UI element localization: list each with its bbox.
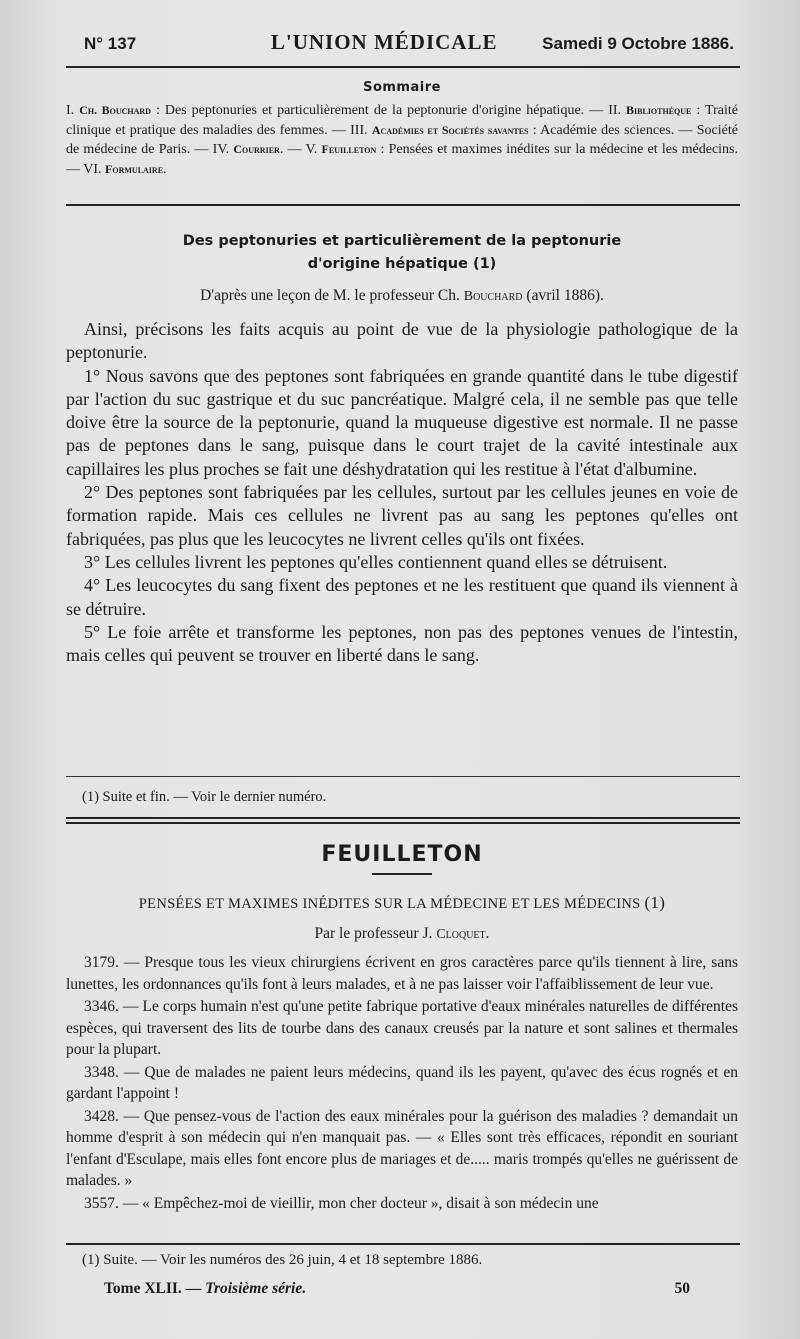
sommaire-rule — [66, 204, 740, 206]
article-title-line-2: d'origine hépatique (1) — [307, 256, 497, 272]
feuilleton-rule-top — [66, 817, 740, 819]
feuilleton-heading-rule — [372, 873, 432, 875]
journal-title: L'UNION MÉDICALE — [270, 30, 498, 54]
article-footnote-rule — [66, 776, 740, 777]
issue-date: Samedi 9 Octobre 1886. — [542, 34, 734, 53]
issue-number: N° 137 — [84, 34, 137, 53]
maxime-item: 3557. — « Empêchez-moi de vieillir, mon cher docteur », disait à son médecin une — [84, 1194, 599, 1212]
article-paragraph: 2° Des peptones sont fabriquées par les cellules, surtout par les cellules jeunes en voie de formation rapide. Mais ces cellules ne livrent pas au sang les peptones qu'elles ont fabriquées, pas plus que les leucocytes ne livrent celles qu'ils ont fixées. — [66, 482, 738, 549]
feuilleton-subtitle: PENSÉES ET MAXIMES INÉDITES SUR LA MÉDECINE ET LES MÉDECINS (1) — [138, 893, 666, 912]
sommaire-title: Sommaire — [363, 80, 441, 95]
article-paragraph: 4° Les leucocytes du sang fixent des peptones et ne les restituent que quand ils viennent à se détruire. — [66, 575, 738, 619]
maxime-item: 3428. — Que pensez-vous de l'action des eaux minérales pour la guérison des maladies ? demandait un homme d'esprit à son médecin qui n'en manquait pas. — « Elles sont très efficaces, répondit en souriant l'enfant d'Esculape, mais elles font encore plus de mariages et de..... maris trompés qu'elles ne guérissent de malades. » — [66, 1107, 738, 1189]
maxime-item: 3346. — Le corps humain n'est qu'une petite fabrique portative d'eaux minérales naturelles de différentes espèces, qui traversent des lits de tourbe dans des canaux creusés par la nature et sont salines et thermales pour la plupart. — [66, 998, 738, 1058]
feuilleton-footnote-rule — [66, 1243, 740, 1245]
feuilleton-rule-bottom — [66, 822, 740, 824]
feuilleton-section — [66, 842, 738, 1215]
page-number: 50 — [674, 1280, 690, 1297]
article-section — [66, 230, 738, 667]
page-header — [84, 30, 734, 55]
feuilleton-footnote: (1) Suite. — Voir les numéros des 26 juin, 4 et 18 septembre 1886. — [82, 1252, 483, 1268]
header-rule — [66, 66, 740, 68]
feuilleton-byline: Par le professeur J. Cloquet. — [314, 925, 490, 942]
article-paragraph: 3° Les cellules livrent les peptones qu'elles contiennent quand elles se détruisent. — [84, 551, 668, 572]
article-body — [66, 318, 738, 667]
article-paragraph: Ainsi, précisons les faits acquis au point de vue de la physiologie pathologique de la peptonurie. — [66, 319, 738, 363]
article-paragraph: 5° Le foie arrête et transforme les peptones, non pas des peptones venues de l'intestin, mais celles qui peuvent se trouver en liberté dans le sang. — [66, 621, 738, 666]
article-title-line-1: Des peptonuries et particulièrement de la peptonurie — [182, 233, 622, 249]
feuilleton-heading: FEUILLETON — [321, 842, 483, 867]
maxime-item: 3348. — Que de malades ne paient leurs médecins, quand ils les payent, qu'avec des écus rognés et en gardant l'appoint ! — [66, 1063, 738, 1102]
maximes-list — [66, 952, 738, 1214]
article-byline: D'après une leçon de M. le professeur Ch. Bouchard (avril 1886). — [200, 287, 604, 304]
volume-info: Tome XLII. — Troisième série. — [104, 1280, 307, 1297]
page-footer — [104, 1280, 690, 1298]
article-footnote: (1) Suite et fin. — Voir le dernier numéro. — [82, 789, 327, 805]
article-paragraph: 1° Nous savons que des peptones sont fabriquées en grande quantité dans le tube digestif par l'action du suc gastrique et du suc pancréatique. Malgré cela, il ne semble pas que telle doive être la source de la peptonurie, quand la muqueuse digestive est normale. Il ne passe pas de peptones dans le sang, puisque dans le court trajet de la cavité intestinale aux capillaires les plus proches se fait une déshydratation qui les restitue à l'état d'albumine. — [66, 365, 738, 479]
article-title — [66, 230, 738, 276]
sommaire-text: I. Ch. Bouchard : Des peptonuries et particulièrement de la peptonurie d'origine hépatique. — II. Bibliothèque : Traité clinique et pratique des maladies des femmes. — III. Académies et Sociétés savantes : Académie des sciences. — Société de médecine de Paris. — IV. Courrier. — V. Feuilleton : Pensées et maximes inédites sur la médecine et les médecins. — VI. Formulaire. — [66, 103, 739, 177]
sommaire-section — [66, 80, 738, 179]
maxime-item: 3179. — Presque tous les vieux chirurgiens écrivent en gros caractères parce qu'ils tiennent à lire, sans lunettes, les ordonnances qu'ils font à leurs malades, et à ne pas laisser voir l'affaiblissement de leur vue. — [66, 954, 738, 993]
